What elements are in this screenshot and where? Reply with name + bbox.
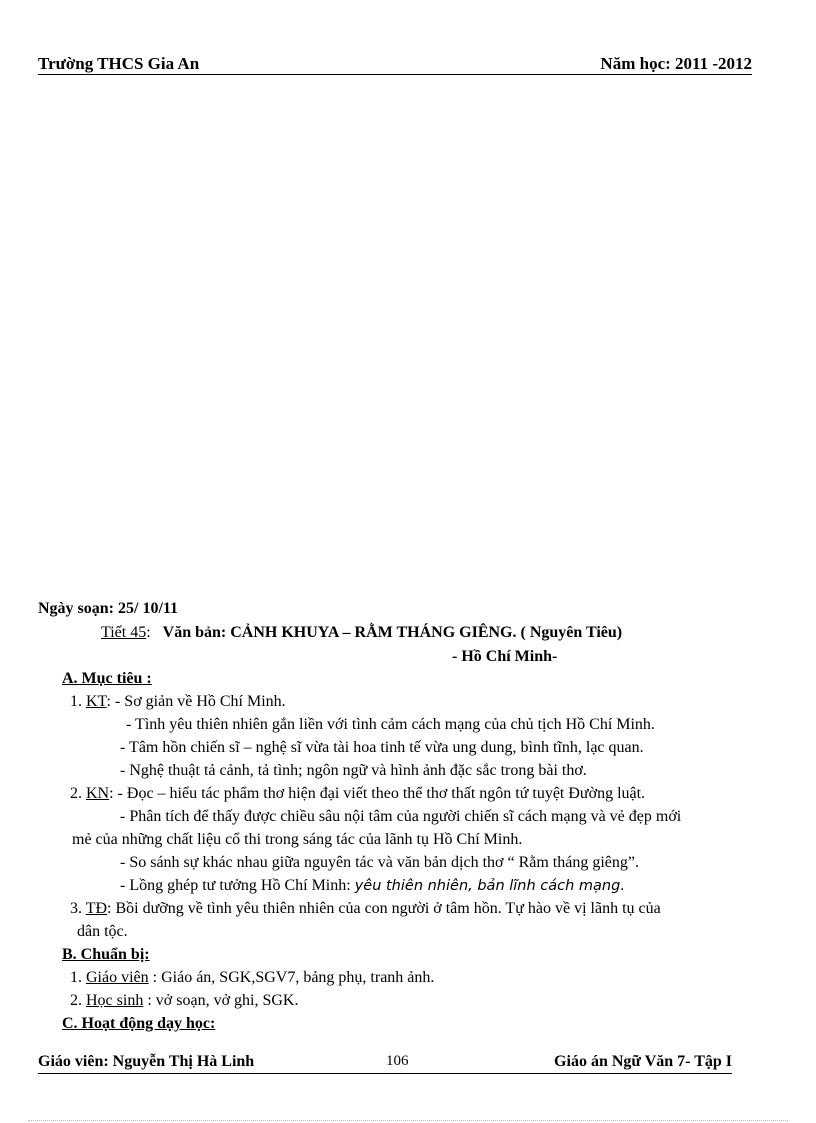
- lesson-period-colon: :: [146, 624, 151, 641]
- kt-line-2: - Tình yêu thiên nhiên gắn liền với tình cảm cách mạng của chủ tịch Hồ Chí Minh.: [126, 716, 655, 733]
- td-label: TĐ: [85, 900, 108, 917]
- lesson-author: - Hồ Chí Minh-: [452, 648, 558, 665]
- gv-text: : Giáo án, SGK,SGV7, bảng phụ, tranh ảnh.: [148, 969, 435, 986]
- kn-text-5: - Lồng ghép tư tưởng Hồ Chí Minh:: [120, 877, 355, 894]
- kt-line-1: [70, 693, 286, 711]
- kn-line-1: [70, 785, 645, 803]
- kn-line-5: [120, 877, 625, 895]
- footer-book: Giáo án Ngữ Văn 7- Tập I: [554, 1053, 732, 1070]
- gv-number: 1.: [70, 969, 82, 986]
- kt-label: KT: [86, 693, 107, 710]
- kn-label: KN: [86, 785, 110, 802]
- td-text-1: : Bồi dưỡng về tình yêu thiên nhiên của con người ở tâm hồn. Tự hào về vị lãnh tụ của: [107, 900, 661, 917]
- kn-line-3: mẻ của những chất liệu cổ thi trong sáng tác của lãnh tụ Hồ Chí Minh.: [72, 831, 523, 848]
- page-footer: [38, 1053, 732, 1074]
- lesson-title: Văn bản: CẢNH KHUYA – RẰM THÁNG GIÊNG. ( Nguyên Tiêu): [162, 624, 623, 641]
- footer-teacher: Giáo viên: Nguyễn Thị Hà Linh: [38, 1053, 255, 1070]
- gv-label: Giáo viên: [86, 969, 149, 986]
- kt-line-4: - Nghệ thuật tả cảnh, tả tình; ngôn ngữ và hình ảnh đặc sắc trong bài thơ.: [120, 762, 587, 779]
- kt-number: 1.: [70, 693, 82, 710]
- lesson-period: Tiết 45: [101, 624, 147, 641]
- hs-text: : vở soạn, vở ghi, SGK.: [143, 992, 299, 1009]
- page-number: 106: [386, 1053, 409, 1069]
- gv-line: [70, 969, 434, 987]
- section-a-heading-text: A. Mục tiêu :: [62, 670, 152, 687]
- kn-line-2: - Phân tích để thấy được chiều sâu nội tâm của người chiến sĩ cách mạng và vẻ đẹp mới: [120, 808, 682, 825]
- kt-text-1: : - Sơ giản về Hồ Chí Minh.: [106, 693, 286, 710]
- page-bottom-divider: [28, 1120, 788, 1121]
- kn-line-4: - So sánh sự khác nhau giữa nguyên tác và văn bản dịch thơ “ Rằm tháng giêng”.: [120, 854, 639, 871]
- page-header: [38, 54, 752, 75]
- td-number: 3.: [70, 900, 82, 917]
- lesson-title-line: [101, 624, 622, 642]
- lesson-date: Ngày soạn: 25/ 10/11: [38, 600, 179, 617]
- section-c-heading-text: C. Hoạt động dạy học:: [62, 1015, 216, 1032]
- school-year: Năm học: 2011 -2012: [600, 54, 752, 73]
- section-a-heading: [62, 670, 152, 688]
- td-line-2: dân tộc.: [77, 923, 128, 940]
- kn-number: 2.: [70, 785, 82, 802]
- section-b-heading-text: B. Chuẩn bị:: [62, 946, 150, 963]
- kn-text-5-italic: yêu thiên nhiên, bản lĩnh cách mạng.: [354, 878, 625, 894]
- school-name: Trường THCS Gia An: [38, 54, 200, 73]
- td-line-1: [70, 900, 661, 918]
- hs-line: [70, 992, 298, 1010]
- kt-line-3: - Tâm hồn chiến sĩ – nghệ sĩ vừa tài hoa tinh tế vừa ung dung, bình tĩnh, lạc quan.: [120, 739, 644, 756]
- hs-label: Học sinh: [86, 992, 144, 1009]
- kn-text-1: : - Đọc – hiểu tác phẩm thơ hiện đại viết theo thể thơ thất ngôn tứ tuyệt Đường luật.: [109, 785, 646, 802]
- section-b-heading: [62, 946, 150, 964]
- section-c-heading: [62, 1015, 215, 1033]
- hs-number: 2.: [70, 992, 82, 1009]
